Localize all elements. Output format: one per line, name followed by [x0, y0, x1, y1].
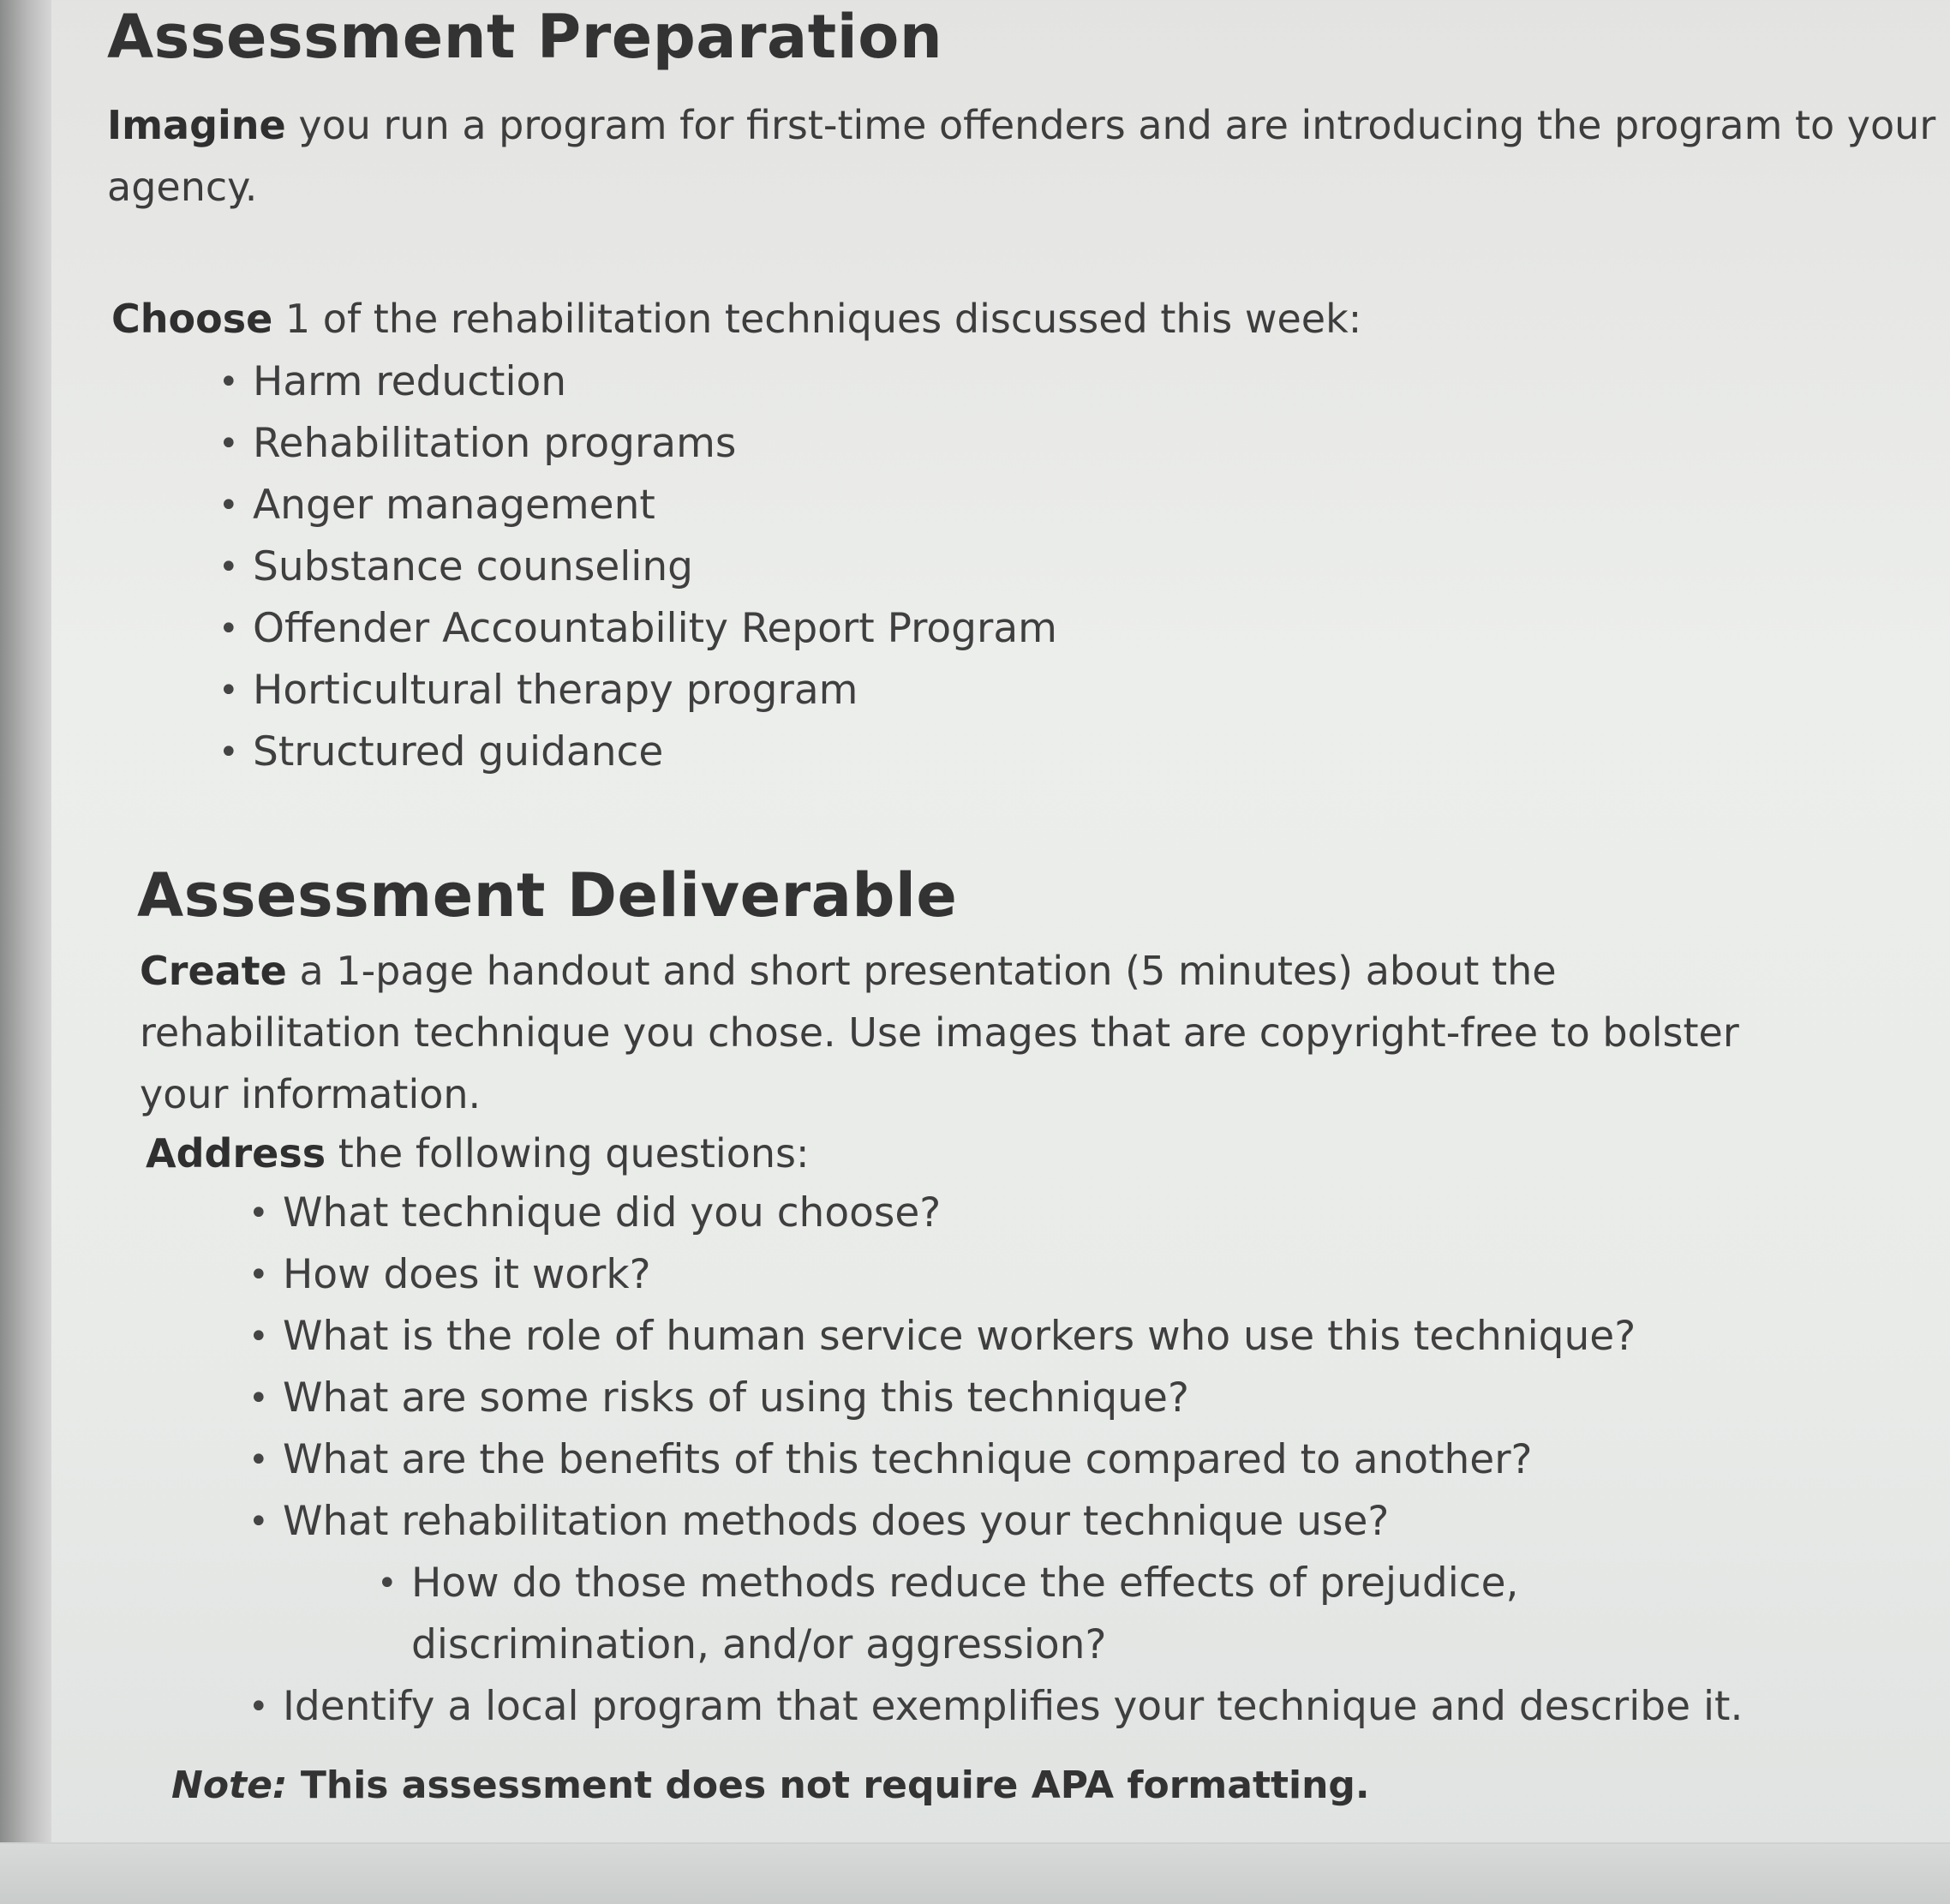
list-item: • What technique did you choose?: [248, 1183, 1705, 1244]
list-item: • What are some risks of using this technique?: [248, 1368, 1705, 1429]
preparation-heading: Assessment Preparation: [107, 2, 943, 72]
create-bold-word: Create: [140, 948, 287, 994]
choose-text: 1 of the rehabilitation techniques discussed this week:: [272, 296, 1362, 342]
list-item: • Anger management: [218, 475, 1057, 536]
list-item: • Substance counseling: [218, 536, 1057, 598]
list-item: • Offender Accountability Report Program: [218, 598, 1057, 660]
questions-list: [248, 1183, 1744, 1738]
list-item: • Identify a local program that exemplifies your technique and describe it.: [248, 1676, 1705, 1738]
bottom-frame: [0, 1842, 1950, 1904]
list-item: • What rehabilitation methods does your technique use?: [248, 1491, 1705, 1553]
list-item: • How does it work?: [248, 1244, 1705, 1306]
list-item: • What are the benefits of this technique compared to another?: [248, 1429, 1705, 1491]
list-item: • Horticultural therapy program: [218, 660, 1057, 721]
choose-bold-word: Choose: [111, 296, 273, 342]
address-bold-word: Address: [146, 1130, 326, 1177]
list-item: • Structured guidance: [218, 721, 1057, 783]
list-item: • Rehabilitation programs: [218, 413, 1057, 475]
intro-bold-word: Imagine: [107, 102, 286, 148]
note-text: [171, 1763, 1370, 1807]
intro-text: you run a program for first-time offenders and are introducing the program to your agency.: [107, 102, 1936, 210]
list-item: • Harm reduction: [218, 351, 1057, 413]
list-item: • What is the role of human service workers who use this technique?: [248, 1306, 1705, 1368]
preparation-intro: [107, 94, 1949, 218]
note-label: Note:: [171, 1763, 288, 1807]
create-instruction: [140, 940, 1768, 1125]
create-text: a 1-page handout and short presentation (5 minutes) about the rehabilitation technique you chose. Use images that are copyright-free to bolster your information.: [140, 948, 1739, 1117]
note-body: This assessment does not require APA formatting.: [287, 1763, 1370, 1807]
deliverable-heading: Assessment Deliverable: [137, 860, 958, 931]
choose-instruction: [111, 288, 1950, 350]
techniques-list: [218, 351, 1057, 783]
address-text: the following questions:: [326, 1130, 810, 1177]
list-item-sub: • How do those methods reduce the effects of prejudice, discrimination, and/or aggression?: [377, 1553, 1748, 1676]
address-instruction: [146, 1123, 1950, 1184]
